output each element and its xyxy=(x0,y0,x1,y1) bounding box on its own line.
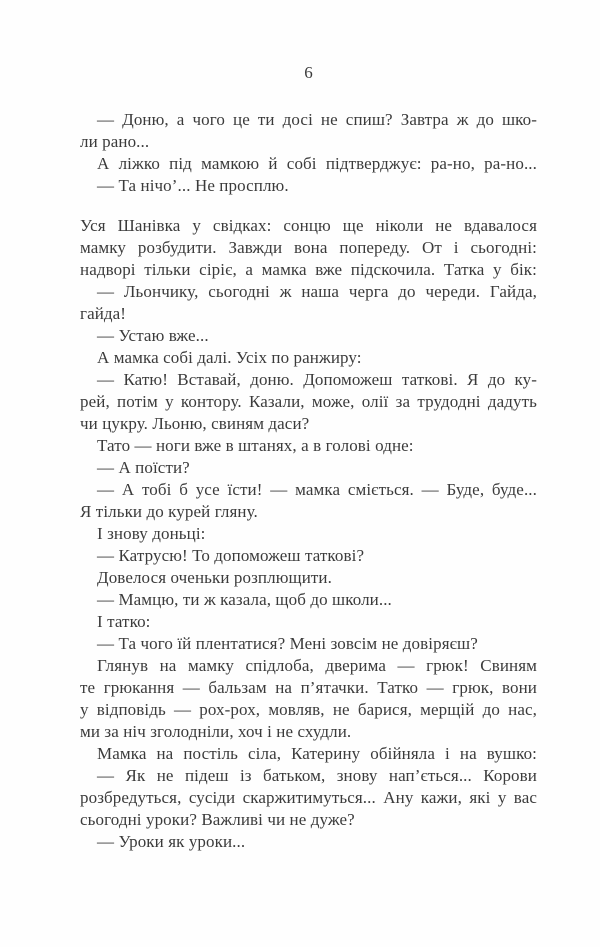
text-line: Тато — ноги вже в штанях, а в голові одне: xyxy=(97,436,414,455)
text-line: І татко: xyxy=(97,612,151,631)
text-line: А мамка собі далі. Усіх по ранжиру: xyxy=(97,348,362,367)
page-text xyxy=(80,109,537,853)
text-line: розбредуться, сусіди скаржитимуться... Ану кажи, які у вас xyxy=(80,788,537,807)
text-line: — Доню, а чого це ти досі не спиш? Завтра ж до шко- xyxy=(97,110,537,129)
text-line: у відповідь — рох-рох, мовляв, не барися, мерщій до нас, xyxy=(80,700,537,719)
text-line: рей, потім у контору. Казали, може, олії за трудодні дадуть xyxy=(80,392,537,411)
text-line: — Мамцю, ти ж казала, щоб до школи... xyxy=(97,590,392,609)
text-line: — Катю! Вставай, доню. Допоможеш таткові. Я до ку- xyxy=(97,370,537,389)
text-line: І знову доньці: xyxy=(97,524,206,543)
text-line: ли рано... xyxy=(80,132,150,151)
text-line: Мамка на постіль сіла, Катерину обійняла і на вушко: xyxy=(97,744,537,763)
text-line: надворі тільки сіріє, а мамка вже підскочила. Татка у бік: xyxy=(80,260,537,279)
text-line: чи цукру. Льоню, свиням даси? xyxy=(80,414,310,433)
text-line: — Льончику, сьогодні ж наша черга до череди. Гайда, xyxy=(97,282,537,301)
text-line: те грюкання — бальзам на п’ятачки. Татко — грюк, вони xyxy=(80,678,537,697)
text-line: — Та нічо’... Не просплю. xyxy=(97,176,289,195)
text-line: мамку розбудити. Завжди вона попереду. От і сьогодні: xyxy=(80,238,537,257)
text-line: ми за ніч зголодніли, хоч і не схудли. xyxy=(80,722,352,741)
text-line: — Устаю вже... xyxy=(97,326,209,345)
text-line: — Катрусю! То допоможеш таткові? xyxy=(97,546,365,565)
text-line: сьогодні уроки? Важливі чи не дуже? xyxy=(80,810,355,829)
text-line: — Та чого їй плентатися? Мені зовсім не довіряєш? xyxy=(97,634,478,653)
text-line: — А тобі б усе їсти! — мамка сміється. — Буде, буде... xyxy=(97,480,537,499)
text-line: — Як не підеш із батьком, знову нап’ється... Корови xyxy=(97,766,537,785)
text-line: А ліжко під мамкою й собі підтверджує: ра-но, ра-но... xyxy=(97,154,537,173)
page-number: 6 xyxy=(304,63,313,82)
text-line: гайда! xyxy=(80,304,127,323)
text-line: — Уроки як уроки... xyxy=(97,832,246,851)
text-line: — А поїсти? xyxy=(97,458,190,477)
text-line: Уся Шанівка у свідках: сонцю ще ніколи не вдавалося xyxy=(80,216,537,235)
text-line: Глянув на мамку спідлоба, дверима — грюк! Свиням xyxy=(97,656,537,675)
text-line: Довелося оченьки розплющити. xyxy=(97,568,332,587)
text-line: Я тільки до курей гляну. xyxy=(80,502,258,521)
